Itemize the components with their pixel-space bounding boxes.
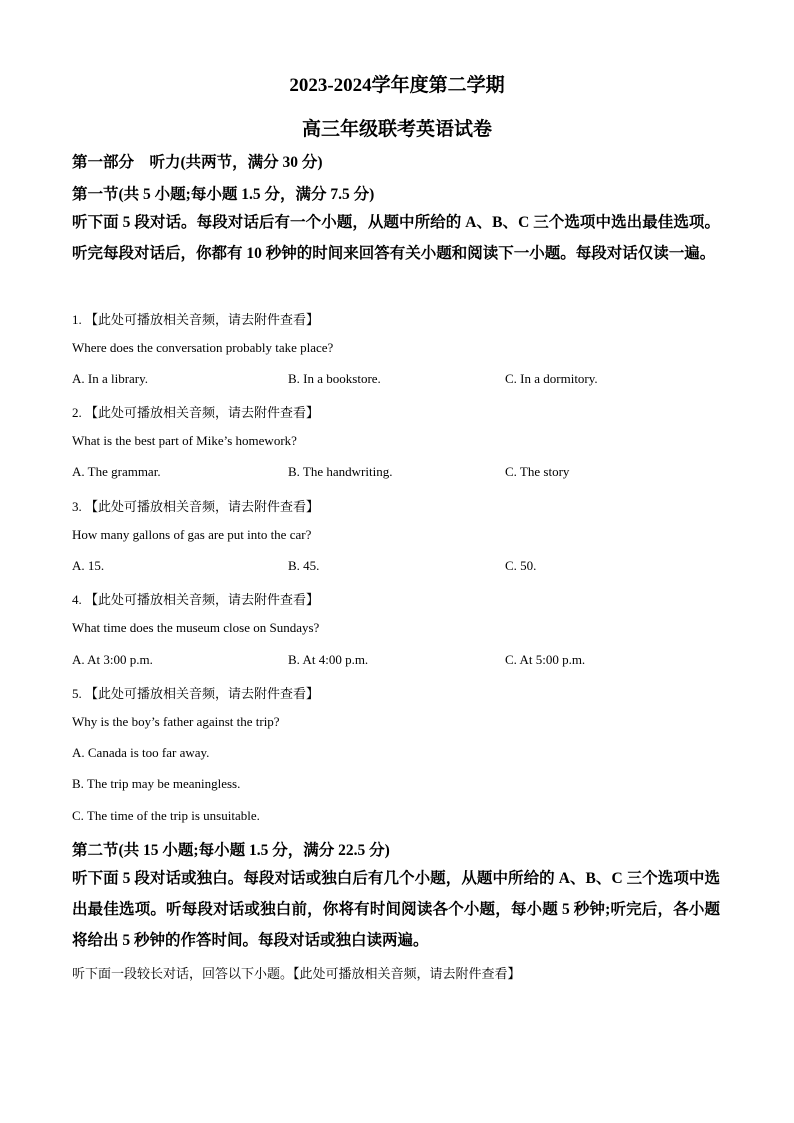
exam-year-title: 2023-2024学年度第二学期 [289, 75, 505, 96]
question-text-q5: Why is the boy’s father against the trip? [72, 714, 280, 729]
part1-heading: 第一部分 听力(共两节，满分 30 分) [72, 154, 323, 171]
audio-link-q3[interactable]: 3. 【此处可播放相关音频，请去附件查看】 [72, 499, 320, 514]
option-b-q4: B. At 4:00 p.m. [288, 652, 369, 667]
question-text-q4: What time does the museum close on Sundays? [72, 620, 320, 635]
option-b-q5: B. The trip may be meaningless. [72, 776, 241, 791]
section1-instructions: 听下面 5 段对话。每段对话后有一个小题，从题中所给的 A、B、C 三个选项中选出最佳选项。听完每段对话后，你都有 10 秒钟的时间来回答有关小题和阅读下一小题。每段对话仅读一遍。 [72, 214, 720, 262]
option-b-q3: B. 45. [288, 558, 320, 573]
option-a-q3: A. 15. [72, 558, 105, 573]
audio-link-q4[interactable]: 4. 【此处可播放相关音频，请去附件查看】 [72, 592, 320, 607]
option-b-q2: B. The handwriting. [288, 464, 393, 479]
section2-heading: 第二节(共 15 小题;每小题 1.5 分，满分 22.5 分) [72, 842, 390, 859]
option-a-q5: A. Canada is too far away. [72, 745, 210, 760]
option-a-q1: A. In a library. [72, 371, 149, 386]
exam-subject-title: 高三年级联考英语试卷 [301, 119, 492, 140]
option-c-q3: C. 50. [505, 558, 537, 573]
audio-link-q1[interactable]: 1. 【此处可播放相关音频，请去附件查看】 [72, 312, 320, 327]
option-c-q4: C. At 5:00 p.m. [505, 652, 586, 667]
option-c-q1: C. In a dormitory. [505, 371, 598, 386]
option-a-q2: A. The grammar. [72, 464, 161, 479]
option-b-q1: B. In a bookstore. [288, 371, 381, 386]
option-c-q2: C. The story [505, 464, 570, 479]
audio-link-q2[interactable]: 2. 【此处可播放相关音频，请去附件查看】 [72, 405, 320, 420]
question-text-q2: What is the best part of Mike’s homework? [72, 433, 297, 448]
section2-instructions: 听下面 5 段对话或独白。每段对话或独白后有几个小题，从题中所给的 A、B、C 三个选项中选出最佳选项。听每段对话或独白前，你将有时间阅读各个小题，每小题 5 秒钟;听完后，各小题将给出 5 秒钟的作答时间。每段对话或独白读两遍。 [72, 870, 720, 949]
option-c-q5: C. The time of the trip is unsuitable. [72, 808, 260, 823]
section1-heading: 第一节(共 5 小题;每小题 1.5 分，满分 7.5 分) [72, 186, 375, 203]
audio-link-q5[interactable]: 5. 【此处可播放相关音频，请去附件查看】 [72, 686, 320, 701]
question-text-q3: How many gallons of gas are put into the car? [72, 527, 312, 542]
section2-audio-prompt[interactable]: 听下面一段较长对话，回答以下小题。【此处可播放相关音频，请去附件查看】 [72, 966, 521, 981]
question-text-q1: Where does the conversation probably take place? [72, 340, 334, 355]
option-a-q4: A. At 3:00 p.m. [72, 652, 153, 667]
